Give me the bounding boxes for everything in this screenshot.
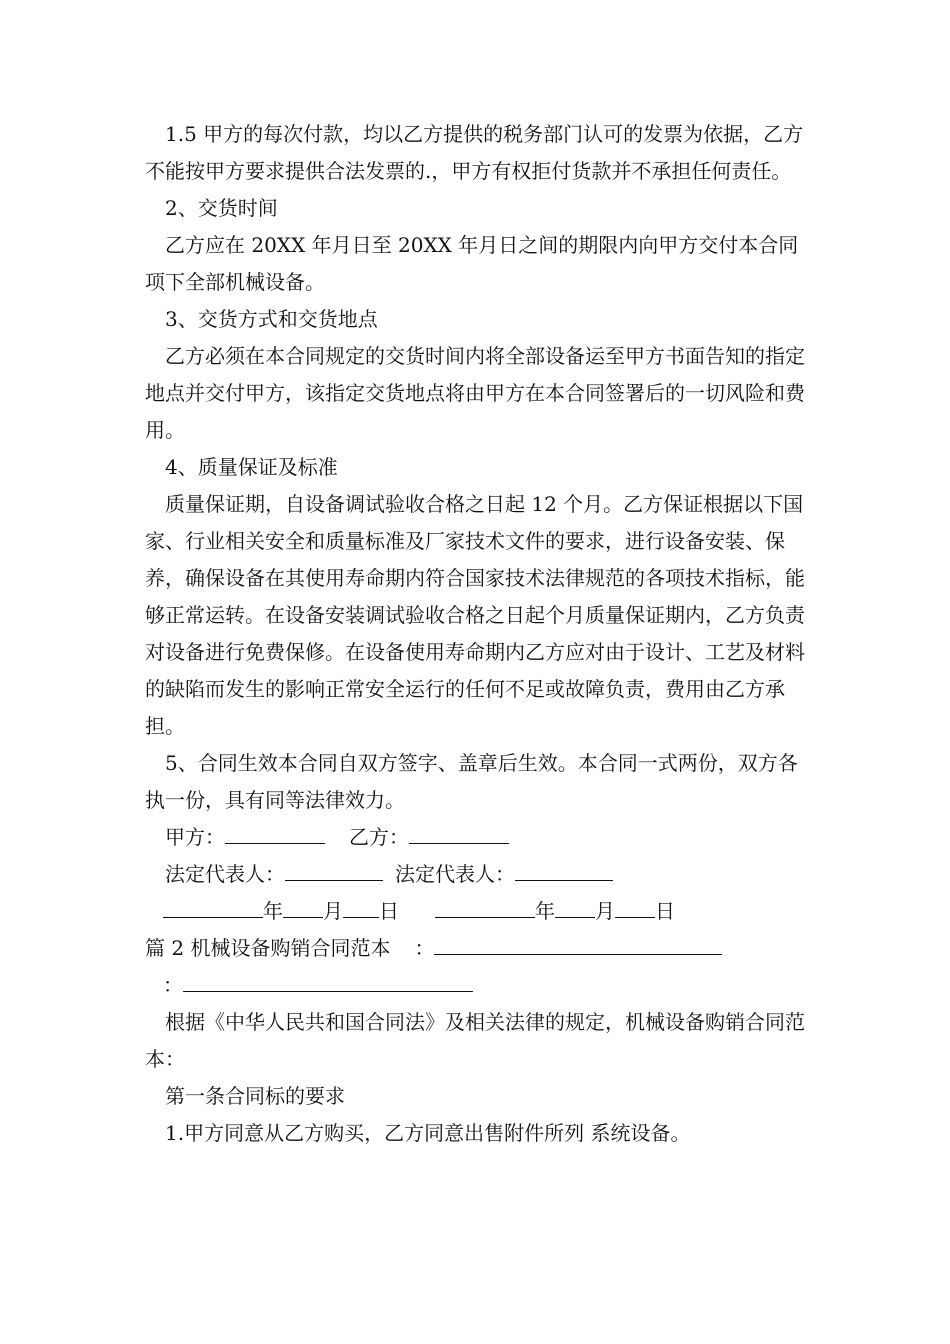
date-a-day-label: 日 — [379, 899, 399, 923]
effectiveness-paragraph: 5、合同生效本合同自双方签字、盖章后生效。本合同一式两份，双方各执一份，具有同等法律效力。 — [145, 751, 798, 812]
party-signature-row — [145, 819, 810, 856]
document-body — [145, 116, 810, 1152]
date-b-year-blank — [435, 893, 535, 918]
section-2-colon-2: ： — [163, 973, 183, 997]
rep-b-blank — [515, 856, 613, 881]
section-2-heading: 2、交货时间 — [165, 196, 278, 220]
party-a-label: 甲方： — [165, 825, 225, 849]
date-a-month-label: 月 — [323, 899, 343, 923]
section-2-blank-1 — [434, 930, 722, 955]
party-b-blank — [409, 819, 509, 844]
section-2-colon-1: ： — [414, 936, 435, 960]
date-a-year-blank — [163, 893, 263, 918]
representative-row — [145, 856, 810, 893]
rep-b-label: 法定代表人： — [395, 862, 515, 886]
article-1-item-1: 1.甲方同意从乙方购买，乙方同意出售附件所列 系统设备。 — [165, 1121, 691, 1145]
section-2-intro-paragraph: 根据《中华人民共和国合同法》及相关法律的规定，机械设备购销合同范本： — [145, 1010, 805, 1071]
section-2-second-row — [145, 967, 810, 1004]
date-a-day-blank — [343, 893, 379, 918]
party-a-blank — [225, 819, 325, 844]
date-a-year-label: 年 — [263, 899, 283, 923]
party-b-label: 乙方： — [349, 825, 409, 849]
delivery-time-paragraph: 乙方应在 20XX 年月日至 20XX 年月日之间的期限内向甲方交付本合同项下全部机械设备。 — [145, 233, 799, 294]
date-a-month-blank — [283, 893, 323, 918]
section-3-heading: 3、交货方式和交货地点 — [165, 307, 378, 331]
rep-a-label: 法定代表人： — [165, 862, 285, 886]
date-row — [145, 893, 810, 930]
section-2-title: 篇 2 机械设备购销合同范本 — [145, 936, 391, 960]
date-b-day-label: 日 — [655, 899, 675, 923]
section-2-title-row — [145, 930, 810, 967]
date-b-month-blank — [555, 893, 595, 918]
date-b-month-label: 月 — [595, 899, 615, 923]
date-b-year-label: 年 — [535, 899, 555, 923]
section-4-heading: 4、质量保证及标准 — [165, 455, 338, 479]
section-2-blank-2 — [183, 967, 473, 992]
delivery-method-paragraph: 乙方必须在本合同规定的交货时间内将全部设备运至甲方书面告知的指定地点并交付甲方，该指定交货地点将由甲方在本合同签署后的一切风险和费用。 — [145, 344, 805, 442]
clause-1-5-paragraph: 1.5 甲方的每次付款，均以乙方提供的税务部门认可的发票为依据，乙方不能按甲方要求提供合法发票的.，甲方有权拒付货款并不承担任何责任。 — [145, 122, 804, 183]
rep-a-blank — [285, 856, 383, 881]
quality-guarantee-paragraph: 质量保证期，自设备调试验收合格之日起 12 个月。乙方保证根据以下国家、行业相关安全和质量标准及厂家技术文件的要求，进行设备安装、保养，确保设备在其使用寿命期内符合国家技术法律规范的各项技术指标，能够正常运转。在设备安装调试验收合格之日起个月质量保证期内，乙方负责对设备进行免费保修。在设备使用寿命期内乙方应对由于设计、工艺及材料的缺陷而发生的影响正常安全运行的任何不足或故障负责，费用由乙方承担。 — [145, 492, 805, 738]
date-b-day-blank — [615, 893, 655, 918]
article-1-heading: 第一条合同标的要求 — [165, 1084, 345, 1108]
